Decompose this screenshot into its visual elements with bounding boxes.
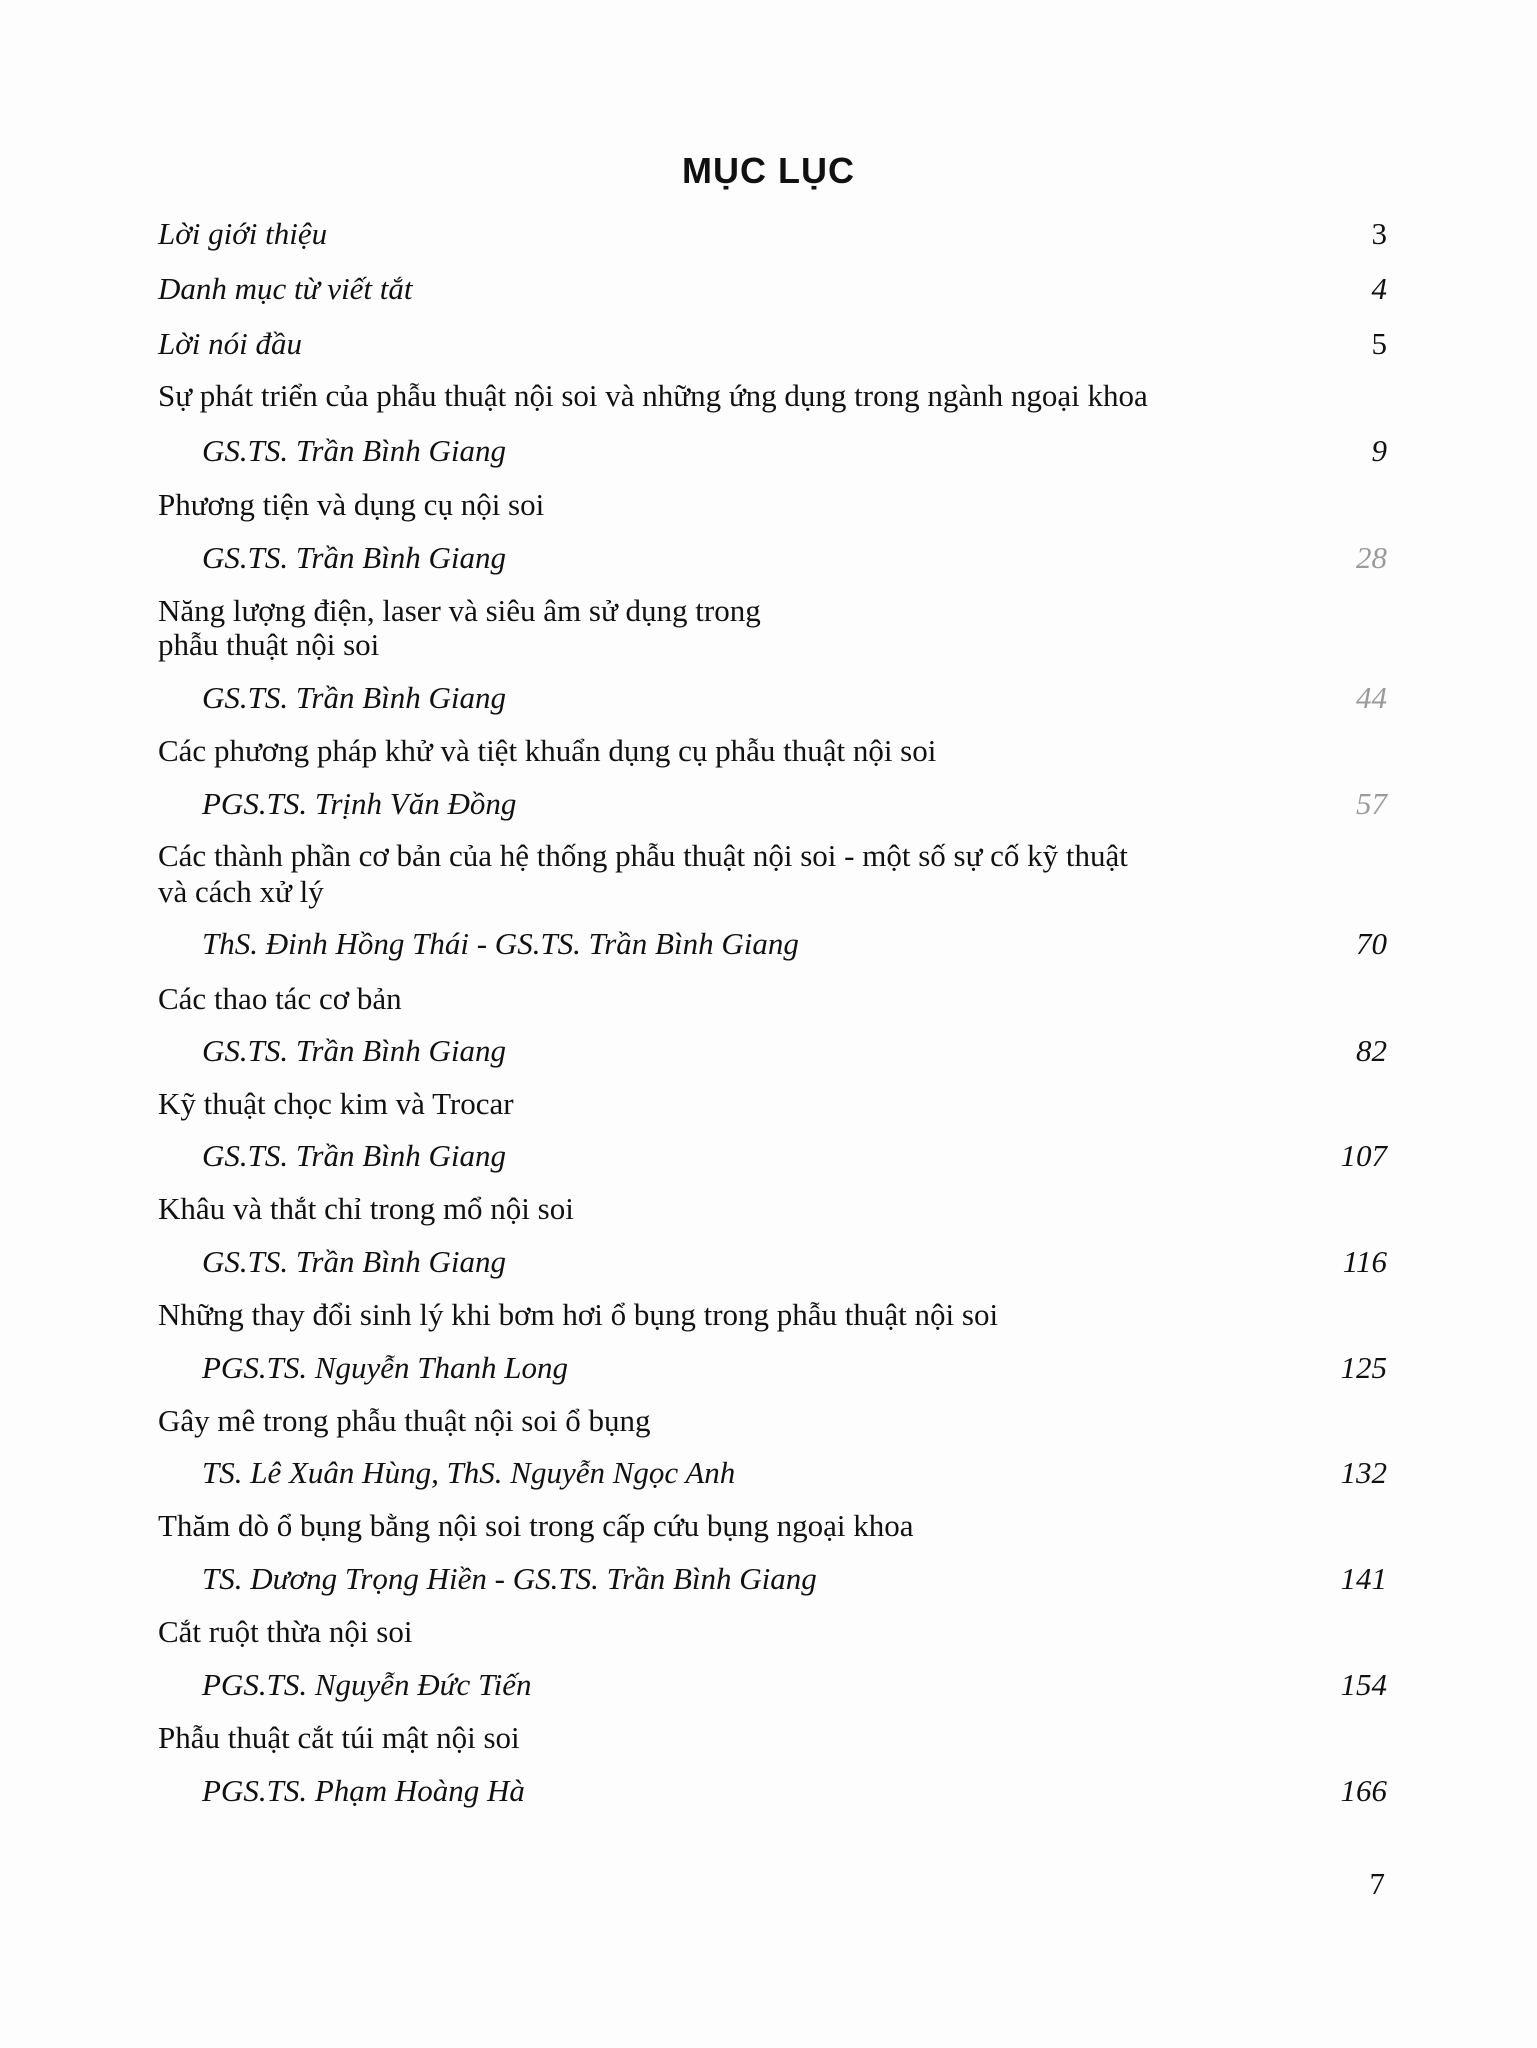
toc-page-number: 107: [1340, 1138, 1387, 1173]
toc-entry-author: GS.TS. Trần Bình Giang: [202, 1138, 507, 1173]
toc-entry-author: GS.TS. Trần Bình Giang: [202, 540, 507, 575]
toc-entry-author: GS.TS. Trần Bình Giang: [202, 1033, 507, 1068]
page-title: MỤC LỤC: [682, 150, 855, 191]
toc-page-number: 154: [1340, 1667, 1387, 1702]
toc-entry-author: PGS.TS. Phạm Hoàng Hà: [202, 1773, 525, 1808]
toc-page-number: 28: [1356, 540, 1387, 575]
toc-entry-title-line2: và cách xử lý: [158, 874, 324, 909]
toc-page-number: 166: [1340, 1773, 1387, 1808]
toc-entry-title-line2: phẫu thuật nội soi: [158, 627, 380, 662]
toc-page-number: 116: [1342, 1244, 1387, 1279]
toc-entry-author: PGS.TS. Trịnh Văn Đồng: [202, 786, 517, 821]
toc-entry-title: Sự phát triển của phẫu thuật nội soi và những ứng dụng trong ngành ngoại khoa: [158, 378, 1148, 413]
toc-page-number: 70: [1356, 926, 1387, 961]
toc-entry-title: Những thay đổi sinh lý khi bơm hơi ổ bụng trong phẫu thuật nội soi: [158, 1297, 999, 1332]
toc-entry-author: GS.TS. Trần Bình Giang: [202, 680, 507, 715]
toc-entry-title-line1: Năng lượng điện, laser và siêu âm sử dụng trong: [158, 593, 761, 628]
page-folio-number: 7: [1369, 1866, 1385, 1901]
toc-entry-author: GS.TS. Trần Bình Giang: [202, 1244, 507, 1279]
toc-entry-title: Lời giới thiệu: [158, 216, 328, 251]
toc-entry-title: Gây mê trong phẫu thuật nội soi ổ bụng: [158, 1403, 651, 1438]
toc-entry-title: Phương tiện và dụng cụ nội soi: [158, 487, 545, 522]
toc-entry-title: Danh mục từ viết tắt: [158, 271, 413, 306]
toc-page-number: 141: [1340, 1561, 1387, 1596]
toc-entry-title: Các phương pháp khử và tiệt khuẩn dụng cụ phẫu thuật nội soi: [158, 733, 937, 768]
toc-entry-title: Các thao tác cơ bản: [158, 981, 402, 1016]
toc-page-number: 57: [1356, 786, 1387, 821]
toc-entry-author: PGS.TS. Nguyễn Đức Tiến: [202, 1667, 532, 1702]
toc-entry-author: ThS. Đinh Hồng Thái - GS.TS. Trần Bình Giang: [202, 926, 799, 961]
toc-page-number: 125: [1340, 1350, 1387, 1385]
toc-entry-title-line1: Các thành phần cơ bản của hệ thống phẫu thuật nội soi - một số sự cố kỹ thuật: [158, 838, 1128, 873]
toc-entry-author: TS. Lê Xuân Hùng, ThS. Nguyễn Ngọc Anh: [202, 1455, 736, 1490]
toc-page-number: 5: [1371, 326, 1387, 361]
toc-page-number: 9: [1371, 433, 1387, 468]
toc-entry-title: Thăm dò ổ bụng bằng nội soi trong cấp cứu bụng ngoại khoa: [158, 1508, 914, 1543]
toc-entry-author: GS.TS. Trần Bình Giang: [202, 433, 507, 468]
toc-entry-title: Lời nói đầu: [158, 326, 303, 361]
toc-entry-author: TS. Dương Trọng Hiền - GS.TS. Trần Bình Giang: [202, 1561, 817, 1596]
toc-entry-title: Phẫu thuật cắt túi mật nội soi: [158, 1720, 520, 1755]
toc-page-number: 132: [1340, 1455, 1387, 1490]
toc-page-number: 3: [1371, 216, 1387, 251]
toc-entry-title: Khâu và thắt chỉ trong mổ nội soi: [158, 1191, 574, 1226]
toc-entry-title: Cắt ruột thừa nội soi: [158, 1614, 413, 1649]
toc-entry-author: PGS.TS. Nguyễn Thanh Long: [202, 1350, 568, 1385]
toc-entry-title: Kỹ thuật chọc kim và Trocar: [158, 1086, 514, 1121]
toc-page-number: 4: [1371, 271, 1387, 306]
toc-page-number: 82: [1356, 1033, 1387, 1068]
toc-page-number: 44: [1356, 680, 1387, 715]
